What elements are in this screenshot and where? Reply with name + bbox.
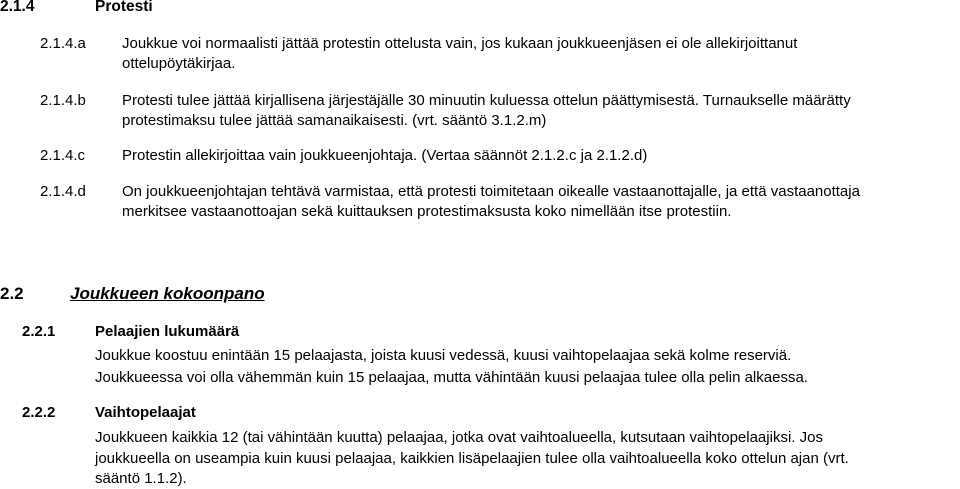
item-number: 2.1.4.d	[40, 183, 86, 200]
item-text-line: ottelupöytäkirjaa.	[122, 55, 236, 72]
paragraph-line: sääntö 1.1.2).	[95, 470, 187, 487]
item-number: 2.1.4.a	[40, 35, 86, 52]
section-number: 2.2	[0, 284, 24, 303]
item-text-line: Protestin allekirjoittaa vain joukkueenjohtaja. (Vertaa säännöt 2.1.2.c ja 2.1.2.d)	[122, 147, 648, 164]
item-text-line: merkitsee vastaanottoajan sekä kuittauksen protestimaksusta koko nimellään itse protestiin.	[122, 203, 732, 220]
paragraph-line: Joukkue koostuu enintään 15 pelaajasta, joista kuusi vedessä, kuusi vaihtopelaajaa sekä kolme reserviä.	[95, 347, 792, 364]
item-text-line: protestimaksu tulee jättää samanaikaisesti. (vrt. sääntö 3.1.2.m)	[122, 112, 547, 129]
section-title: Protesti	[95, 0, 153, 15]
subsection-number: 2.2.1	[22, 323, 56, 340]
section-number: 2.1.4	[0, 0, 35, 15]
item-text-line: Joukkue voi normaalisti jättää protestin ottelusta vain, jos kukaan joukkueenjäsen ei ole allekirjoittanut	[122, 35, 798, 52]
paragraph-line: joukkueella on useampia kuin kuusi pelaajaa, kaikkien lisäpelaajien tulee olla vaihtoalueella koko ottelun ajan (vrt.	[95, 450, 849, 467]
subsection-title: Pelaajien lukumäärä	[95, 323, 240, 340]
subsection-number: 2.2.2	[22, 404, 56, 421]
subsection-title: Vaihtopelaajat	[95, 404, 196, 421]
section-title: Joukkueen kokoonpano	[70, 284, 265, 303]
paragraph-line: Joukkueessa voi olla vähemmän kuin 15 pelaajaa, mutta vähintään kuusi pelaajaa tulee olla pelin alkaessa.	[95, 369, 808, 386]
item-number: 2.1.4.b	[40, 92, 86, 109]
item-number: 2.1.4.c	[40, 147, 86, 164]
item-text-line: Protesti tulee jättää kirjallisena järjestäjälle 30 minuutin kuluessa ottelun päättymisestä. Turnaukselle määrätty	[122, 92, 851, 109]
paragraph-line: Joukkueen kaikkia 12 (tai vähintään kuutta) pelaajaa, jotka ovat vaihtoalueella, kutsutaan vaihtopelaajiksi. Jos	[95, 429, 823, 446]
item-text-line: On joukkueenjohtajan tehtävä varmistaa, että protesti toimitetaan oikealle vastaanottajalle, ja että vastaanottaja	[122, 183, 860, 200]
